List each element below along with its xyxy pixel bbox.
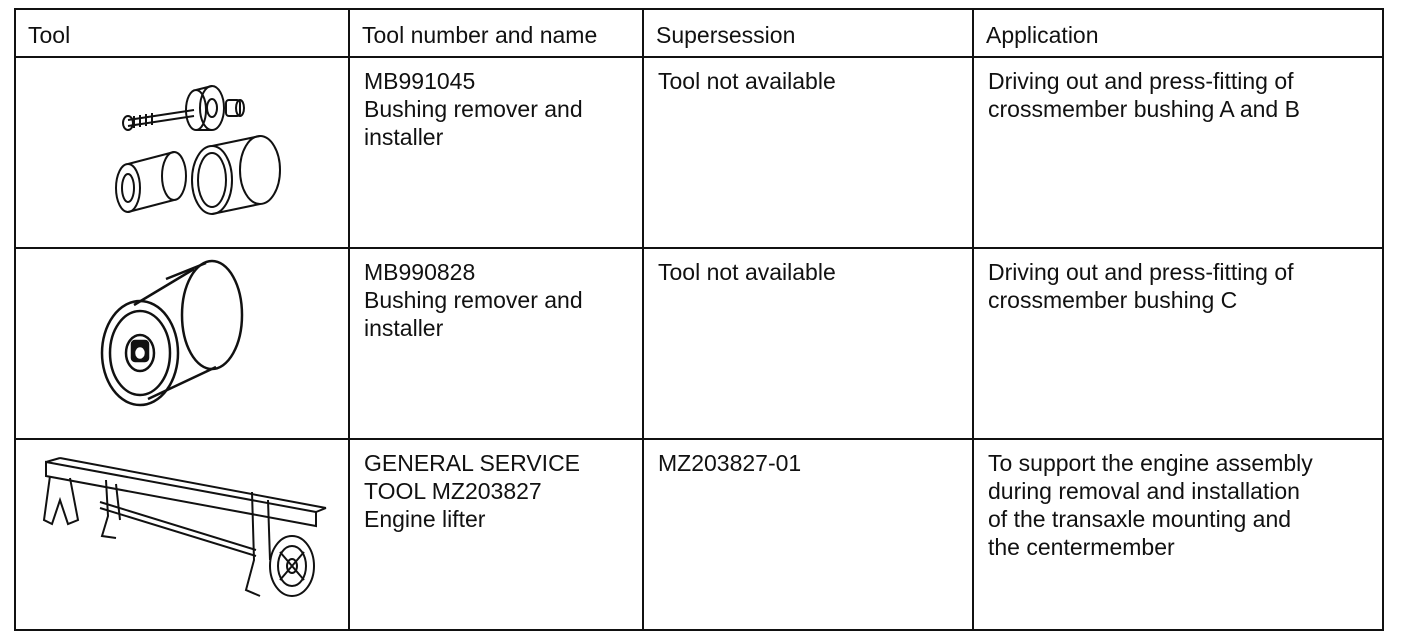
tool-name-line: Bushing remover and [364,96,583,122]
application-line: during removal and installation [988,478,1300,504]
bushing-remover-set-illustration [16,58,350,238]
header-tool-number-and-name: Tool number and name [349,9,643,57]
application-line: Driving out and press-fitting of [988,68,1294,94]
application-line: Driving out and press-fitting of [988,259,1294,285]
application-cell [973,439,1383,630]
application-line: crossmember bushing A and B [988,96,1300,122]
table-row [15,248,1383,439]
supersession-cell: Tool not available [643,248,973,439]
tool-name-line: installer [364,124,444,150]
application-line: crossmember bushing C [988,287,1238,313]
tool-number-line: TOOL MZ203827 [364,478,542,504]
tool-number: MB990828 [364,259,476,285]
table-row [15,57,1383,248]
tool-name-line: Engine lifter [364,506,486,532]
header-tool: Tool [15,9,349,57]
application-cell [973,248,1383,439]
tool-number: MB991045 [364,68,476,94]
header-row [15,9,1383,57]
engine-lifter-illustration [16,440,350,620]
tool-number-line: GENERAL SERVICE [364,450,581,476]
tool-image-cell [15,248,349,439]
tool-name-line: installer [364,315,444,341]
tool-number-and-name-cell [349,57,643,248]
application-cell [973,57,1383,248]
application-line: the centermember [988,534,1175,560]
tool-number-and-name-cell [349,248,643,439]
tool-number-and-name-cell [349,439,643,630]
tool-name-line: Bushing remover and [364,287,583,313]
special-tools-table [14,8,1384,631]
table-row [15,439,1383,630]
tool-image-cell [15,439,349,630]
supersession-cell: Tool not available [643,57,973,248]
header-supersession: Supersession [643,9,973,57]
application-line: To support the engine assembly [988,450,1313,476]
header-application: Application [973,9,1383,57]
supersession-cell: MZ203827-01 [643,439,973,630]
application-line: of the transaxle mounting and [988,506,1292,532]
bushing-remover-cylinder-illustration [16,249,350,429]
tool-image-cell [15,57,349,248]
